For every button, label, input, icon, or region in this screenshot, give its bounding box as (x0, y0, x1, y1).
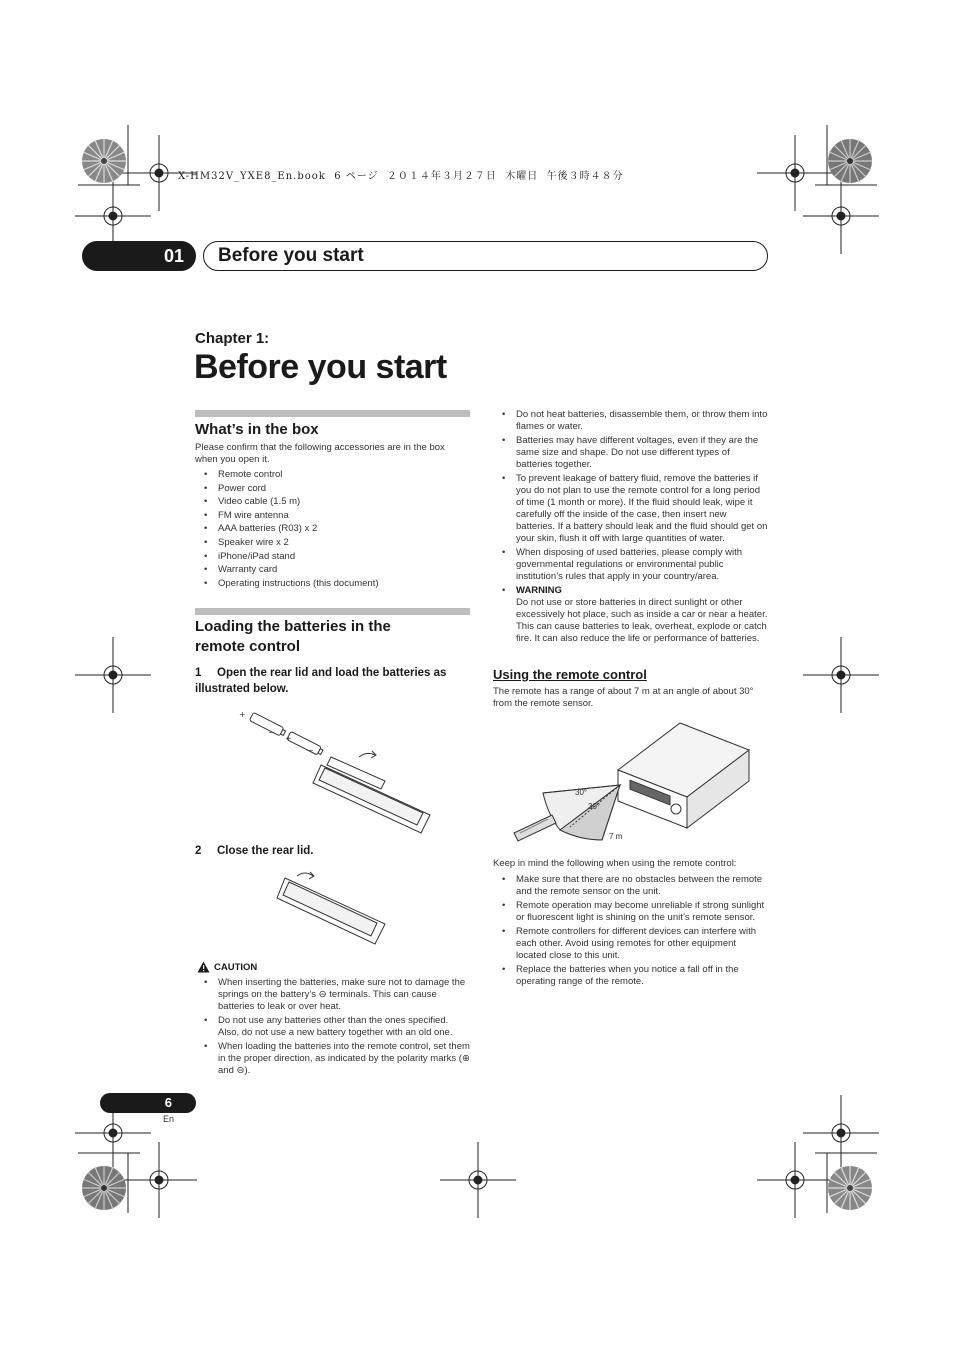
svg-text:+: + (239, 710, 246, 719)
chapter-label: Chapter 1: (195, 330, 270, 347)
step-number: 1 (195, 667, 202, 679)
box-section-heading: What’s in the box (195, 421, 319, 438)
keep-in-mind-text: Keep in mind the following when using the remote control: (493, 858, 737, 869)
list-item: • Replace the batteries when you notice a fall off in the operating range of the remote. (493, 964, 768, 988)
page-number: 6 (100, 1093, 196, 1113)
list-item: • Make sure that there are no obstacles between the remote and the remote sensor on the unit. (493, 874, 768, 898)
list-item: • Warranty card (195, 564, 470, 576)
list-item: • Remote operation may become unreliable if strong sunlight or fluorescent light is shining on the unit’s remote sensor. (493, 900, 768, 924)
step-text: Open the rear lid and load the batteries as (217, 667, 447, 679)
list-item: • Speaker wire x 2 (195, 537, 470, 549)
registration-mark-icon (801, 635, 881, 715)
list-item: • When disposing of used batteries, please comply with governmental regulations or environmental public institution’s rules that apply in your country/area. (493, 547, 768, 583)
step-text: illustrated below. (195, 683, 289, 695)
starburst-mark-icon (827, 1165, 873, 1211)
caution-list (195, 977, 470, 1077)
svg-text:+: + (285, 734, 292, 743)
starburst-mark-icon (827, 138, 873, 184)
batteries-section-heading (195, 617, 391, 657)
warning-triangle-icon (197, 961, 210, 973)
battery-precautions-list (493, 409, 768, 645)
angle-label: 30° (588, 802, 601, 811)
list-item: • AAA batteries (R03) x 2 (195, 523, 470, 535)
list-item: • Video cable (1.5 m) (195, 496, 470, 508)
list-item: • Do not heat batteries, disassemble them, or throw them into flames or water. (493, 409, 768, 433)
batteries-heading-line1: Loading the batteries in the (195, 618, 391, 635)
print-slug: X-HM32V_YXE8_En.book 6 ページ ２０１４年３月２７日 木曜日 午後３時４８分 (178, 171, 624, 182)
step-2 (195, 843, 314, 859)
remote-battery-insert-illustration (235, 705, 435, 835)
remote-section-intro: The remote has a range of about 7 m at an angle of about 30° from the remote sensor. (493, 686, 754, 709)
svg-text:−: − (268, 728, 275, 737)
registration-mark-icon (73, 635, 153, 715)
registration-mark-icon (755, 1140, 835, 1220)
list-item: • Power cord (195, 483, 470, 495)
step-1 (195, 665, 470, 697)
remote-range-diagram (500, 715, 755, 850)
chapter-number-tab: 01 (82, 241, 196, 271)
registration-mark-icon (119, 1140, 199, 1220)
list-item: • Remote controllers for different devices can interfere with each other. Avoid using remotes for other equipment located close to this unit. (493, 926, 768, 962)
list-item: • When loading the batteries into the remote control, set them in the proper direction, as indicated by the polarity marks (⊕ and ⊖). (195, 1041, 470, 1077)
angle-label: 30° (575, 788, 588, 797)
caution-heading (197, 961, 257, 973)
warning-text: Do not use or store batteries in direct sunlight or other excessively hot place, such as inside a car or near a heater. This can cause batteries to leak, overheat, explode or catch fire. It can also reduce the life or performance of batteries. (516, 597, 768, 644)
step-text: Close the rear lid. (217, 845, 314, 857)
list-item: • FM wire antenna (195, 510, 470, 522)
list-item: • iPhone/iPad stand (195, 551, 470, 563)
list-item: • Batteries may have different voltages, even if they are the same size and shape. Do not use different types of batteries together. (493, 435, 768, 471)
remote-section-heading: Using the remote control (493, 667, 647, 682)
box-section-intro: Please confirm that the following accessories are in the box when you open it. (195, 442, 445, 465)
page-title: Before you start (194, 348, 447, 386)
list-item: • When inserting the batteries, make sure not to damage the springs on the battery’s ⊖ terminals. This can cause batteries to leak or over heat. (195, 977, 470, 1013)
range-label: 7 m (609, 832, 623, 841)
remote-usage-list (493, 874, 768, 988)
section-divider (195, 608, 470, 615)
box-items-list (195, 469, 470, 591)
warning-label: WARNING (516, 585, 562, 596)
list-item: • Do not use any batteries other than the ones specified. Also, do not use a new battery together with an old one. (195, 1015, 470, 1039)
list-item: • Remote control (195, 469, 470, 481)
starburst-mark-icon (81, 138, 127, 184)
step-number: 2 (195, 845, 202, 857)
chapter-title-tab: Before you start (203, 241, 768, 271)
registration-mark-icon (438, 1140, 518, 1220)
registration-mark-icon (801, 176, 881, 256)
list-item: • To prevent leakage of battery fluid, remove the batteries if you do not plan to use the remote control for a long period of time (1 month or more). If the fluid should leak, wipe it carefully off the inside of the case, then insert new batteries. If a battery should leak and the fluid should get on your skin, flush it off with large quantities of water. (493, 473, 768, 545)
starburst-mark-icon (81, 1165, 127, 1211)
svg-text:−: − (307, 746, 314, 755)
batteries-heading-line2: remote control (195, 638, 301, 655)
caution-label: CAUTION (214, 961, 258, 973)
section-divider (195, 410, 470, 417)
list-item: • Operating instructions (this document) (195, 578, 470, 590)
remote-closed-lid-illustration (275, 868, 390, 948)
list-item (493, 585, 768, 645)
page-language: En (163, 1114, 175, 1124)
